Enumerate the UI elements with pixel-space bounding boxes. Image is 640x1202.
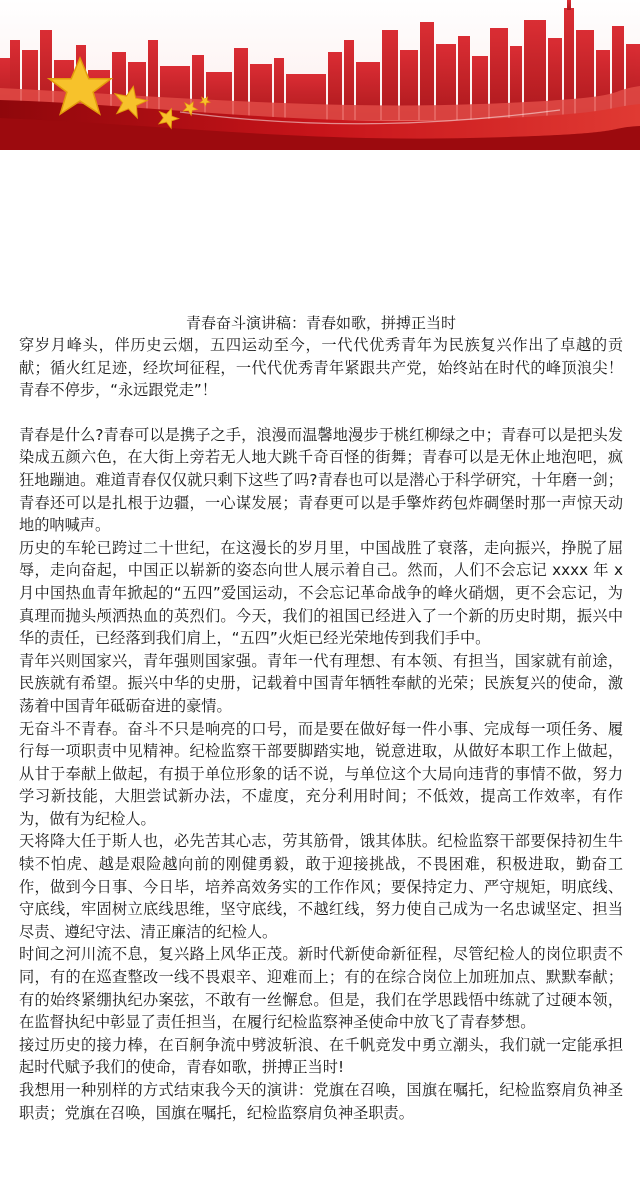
paragraph-8: 接过历史的接力棒，在百舸争流中劈波斩浪、在千帆竞发中勇立潮头，我们就一定能承担起时代赋予我们的使命，青春如歌，拼搏正当时!: [19, 1035, 623, 1077]
paragraph-spacer: [19, 402, 623, 424]
paragraph-1: 穿岁月峰头，伴历史云烟，五四运动至今，一代代优秀青年为民族复兴作出了卓越的贡献；循火红足迹，经坎坷征程，一代代优秀青年紧跟共产党，始终站在时代的峰顶浪尖！青春不停步，“永远跟党走”！: [19, 336, 623, 400]
paragraph-2: 青春是什么?青春可以是携子之手，浪漫而温馨地漫步于桃红柳绿之中；青春可以是把头发染成五颜六色，在大街上旁若无人地大跳千奇百怪的街舞；青春可以是无休止地泡吧，疯狂地蹦迪。难道青春仅仅就只剩下这些了吗?青春也可以是潜心于科学研究，十年磨一剑；青春还可以是扎根于边疆，一心谋发展；青春更可以是手擎炸药包炸碉堡时那一声惊天动地的呐喊声。: [19, 425, 623, 535]
paragraph-4: 青年兴则国家兴，青年强则国家强。青年一代有理想、有本领、有担当，国家就有前途，民族就有希望。振兴中华的史册，记载着中国青年牺牲奉献的光荣；民族复兴的使命，激荡着中国青年砥砺奋进的豪情。: [19, 651, 623, 715]
city-skyline-banner-graphic: [0, 0, 640, 150]
paragraph-6: 天将降大任于斯人也，必先苦其心志，劳其筋骨，饿其体肤。纪检监察干部要保持初生牛犊不怕虎、越是艰险越向前的刚健勇毅，敢于迎接挑战，不畏困难，积极进取，勤奋工作，做到今日事、今日毕，培养高效务实的工作作风；要保持定力、严守规矩，明底线、守底线，牢固树立底线思维，坚守底线，不越红线，努力使自己成为一名忠诚坚定、担当尽责、遵纪守法、清正廉洁的纪检人。: [19, 832, 623, 941]
speech-article: [19, 312, 623, 1124]
header-banner: [0, 0, 640, 150]
paragraph-3: 历史的车轮已跨过二十世纪，在这漫长的岁月里，中国战胜了衰落，走向振兴，挣脱了屈辱，走向奋起，中国正以崭新的姿态向世人展示着自己。然而，人们不会忘记 xxxx 年 x 月中国热血青年掀起的“五四”爱国运动，不会忘记革命战争的峰火硝烟，更不会忘记，为真理而抛头颅洒热血的英烈们。今天，我们的祖国已经进入了一个新的历史时期，振兴中华的责任，已经落到我们肩上，“五四”火炬已经光荣地传到我们手中。: [19, 538, 623, 648]
paragraph-5: 无奋斗不青春。奋斗不只是响亮的口号，而是要在做好每一件小事、完成每一项任务、履行每一项职责中见精神。纪检监察干部要脚踏实地，锐意进取，从做好本职工作上做起，从甘于奉献上做起，有损于单位形象的话不说，与单位这个大局向违背的事情不做，努力学习新技能，大胆尝试新办法，不虚度，充分利用时间；不低效，提高工作效率，有作为，做有为纪检人。: [19, 719, 623, 828]
article-title: 青春奋斗演讲稿：青春如歌，拼搏正当时: [185, 314, 456, 332]
paragraph-9: 我想用一种别样的方式结束我今天的演讲：党旗在召唤，国旗在嘱托，纪检监察肩负神圣职责；党旗在召唤，国旗在嘱托，纪检监察肩负神圣职责。: [19, 1081, 623, 1122]
paragraph-7: 时间之河川流不息，复兴路上风华正茂。新时代新使命新征程，尽管纪检人的岗位职责不同，有的在巡查整改一线不畏艰辛、迎难而上；有的在综合岗位上加班加点、默默奉献；有的始终紧绷执纪办案弦，不敢有一丝懈怠。但是，我们在学思践悟中练就了过硬本领，在监督执纪中彰显了责任担当，在履行纪检监察神圣使命中放飞了青春梦想。: [19, 945, 623, 1032]
